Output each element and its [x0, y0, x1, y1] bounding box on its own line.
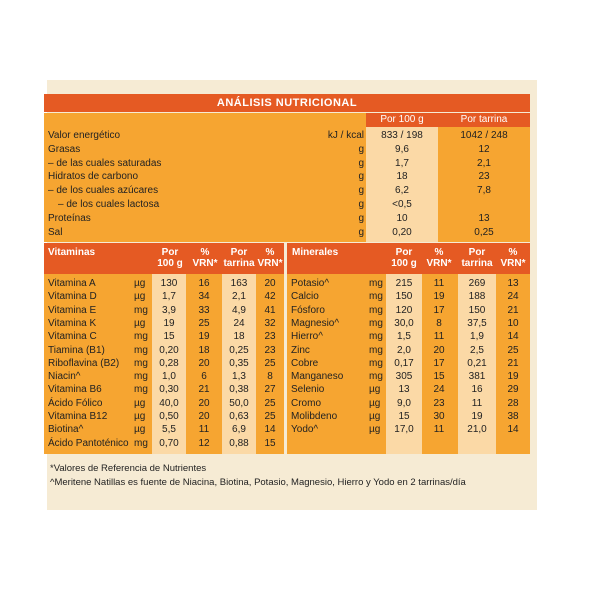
mineral-tub: 269: [468, 278, 486, 289]
vitamin-vrn2: 8: [267, 371, 273, 383]
mineral-name: Hierro^: [291, 331, 323, 343]
micronutrient-header: [44, 243, 530, 274]
mineral-vrn2: 14: [507, 424, 519, 436]
vitamin-per100: 19: [163, 317, 175, 329]
vitamin-vrn2: 25: [264, 357, 276, 369]
vitamin-per100: 0,70: [159, 437, 179, 449]
vitamin-tub: 0,35: [229, 357, 249, 369]
energy-unit: g: [358, 157, 364, 169]
mineral-unit: µg: [369, 411, 381, 422]
vitamin-unit: µg: [134, 278, 146, 289]
mineral-per100: 13: [398, 384, 410, 396]
vitamin-tub: 163: [230, 278, 248, 289]
energy-per100: 9,6: [395, 143, 409, 155]
vitamin-unit: mg: [134, 304, 148, 316]
vitamin-per100: 0,20: [159, 344, 179, 356]
vitamin-vrn2: 14: [264, 424, 276, 436]
mineral-unit: mg: [369, 291, 383, 303]
vitamin-name: Niacin^: [48, 371, 81, 383]
mineral-unit: mg: [369, 317, 383, 329]
vitamin-tub: 24: [233, 317, 245, 329]
vitamin-row: [44, 330, 284, 343]
vitamin-row: [44, 397, 284, 410]
mineral-vrn1: 19: [433, 291, 445, 303]
mineral-unit: mg: [369, 371, 383, 383]
vitamin-row: [44, 357, 284, 370]
vitamin-vrn1: 20: [198, 357, 210, 369]
vitamin-unit: mg: [134, 371, 148, 383]
mineral-unit: mg: [369, 331, 383, 343]
mineral-row: [287, 290, 530, 303]
mineral-name: Fósforo: [291, 304, 325, 316]
vitamin-vrn2: 42: [264, 291, 276, 303]
mineral-name: Molibdeno: [291, 411, 338, 422]
vitamin-name: Vitamina B6: [48, 384, 102, 396]
vitamin-name: Vitamina C: [48, 331, 97, 343]
min-header-vrn2: % VRN*: [500, 247, 526, 269]
mineral-per100: 9,0: [397, 397, 411, 409]
vitamin-row: [44, 410, 284, 423]
energy-unit: kJ / kcal: [327, 130, 364, 141]
mineral-per100: 15: [398, 411, 410, 422]
mineral-name: Magnesio^: [291, 317, 340, 329]
vitamin-tub: 6,9: [232, 424, 246, 436]
mineral-per100: 30,0: [394, 317, 414, 329]
vitamin-row: [44, 277, 284, 290]
vitamin-row: [44, 423, 284, 436]
vitamin-vrn2: 25: [264, 397, 276, 409]
vitamin-tub: 0,63: [229, 411, 249, 422]
mineral-vrn2: 25: [507, 344, 519, 356]
vitamin-vrn1: 20: [198, 397, 210, 409]
energy-per100: 18: [396, 171, 408, 183]
mineral-unit: mg: [369, 357, 383, 369]
vitamin-vrn1: 6: [201, 371, 207, 383]
vitamin-name: Riboflavina (B2): [48, 357, 120, 369]
energy-per100: 1,7: [395, 157, 409, 169]
mineral-row: [287, 357, 530, 370]
mineral-per100: 2,0: [397, 344, 411, 356]
vit-header-vrn1: % VRN*: [192, 247, 218, 269]
vitamin-tub: 4,9: [232, 304, 246, 316]
energy-per100: 10: [396, 212, 408, 224]
vitamin-vrn2: 15: [264, 437, 276, 449]
mineral-per100: 0,17: [394, 357, 414, 369]
vitamin-unit: µg: [134, 411, 146, 422]
vitamin-name: Vitamina A: [48, 278, 96, 289]
vitamin-unit: µg: [134, 291, 146, 303]
mineral-unit: µg: [369, 384, 381, 396]
mineral-tub: 2,5: [470, 344, 484, 356]
mineral-unit: mg: [369, 278, 383, 289]
mineral-name: Potasio^: [291, 278, 330, 289]
mineral-vrn2: 14: [507, 331, 519, 343]
vitamin-name: Ácido Fólico: [48, 397, 103, 409]
energy-tub: 1042 / 248: [460, 130, 508, 141]
min-header-tub: Por tarrina: [461, 247, 493, 269]
mineral-per100: 150: [395, 291, 413, 303]
vitamin-row: [44, 304, 284, 317]
mineral-per100: 1,5: [397, 331, 411, 343]
vitamin-unit: µg: [134, 317, 146, 329]
mineral-unit: mg: [369, 344, 383, 356]
vitamin-vrn1: 11: [198, 424, 210, 436]
mineral-unit: µg: [369, 424, 381, 436]
vitamin-tub: 18: [233, 331, 245, 343]
vitamin-tub: 1,3: [232, 371, 246, 383]
mineral-per100: 17,0: [394, 424, 414, 436]
mineral-tub: 21,0: [467, 424, 487, 436]
mineral-vrn1: 15: [433, 371, 445, 383]
vitamin-unit: µg: [134, 424, 146, 436]
vitamin-row: [44, 344, 284, 357]
vit-header-per100: Por 100 g: [157, 247, 183, 269]
mineral-row: [287, 410, 530, 423]
vitamin-vrn1: 21: [198, 384, 210, 396]
vitamin-unit: mg: [134, 331, 148, 343]
mineral-row: [287, 397, 530, 410]
mineral-name: Cromo: [291, 397, 322, 409]
mineral-name: Selenio: [291, 384, 325, 396]
vitamin-vrn2: 23: [264, 344, 276, 356]
min-header-vrn1: % VRN*: [426, 247, 452, 269]
energy-label: – de las cuales saturadas: [48, 157, 162, 169]
vitamin-unit: µg: [134, 397, 146, 409]
energy-tub: 23: [478, 171, 490, 183]
mineral-per100: 120: [395, 304, 413, 316]
vitamin-per100: 0,50: [159, 411, 179, 422]
energy-per100: <0,5: [392, 199, 412, 210]
mineral-row: [287, 423, 530, 436]
vitamin-vrn1: 20: [198, 411, 210, 422]
vitamin-name: Ácido Pantoténico: [48, 437, 129, 449]
vitamin-per100: 15: [163, 331, 175, 343]
mineral-name: Yodo^: [291, 424, 319, 436]
vitamin-vrn2: 27: [264, 384, 276, 396]
energy-unit: g: [358, 212, 364, 224]
vitamin-unit: mg: [134, 437, 148, 449]
energy-label: Grasas: [48, 143, 81, 155]
energy-unit: g: [358, 226, 364, 238]
mineral-name: Cobre: [291, 357, 319, 369]
vitamin-unit: mg: [134, 344, 148, 356]
footnote-source: ^Meritene Natillas es fuente de Niacina, Biotina, Potasio, Magnesio, Hierro y Yodo en 2 tarrinas/día: [50, 477, 466, 488]
min-header-per100: Por 100 g: [391, 247, 417, 269]
nutrition-table: [44, 94, 530, 454]
vitamin-name: Tiamina (B1): [48, 344, 105, 356]
energy-unit: g: [358, 199, 364, 210]
mineral-tub: 19: [471, 411, 483, 422]
mineral-per100: 305: [395, 371, 413, 383]
energy-unit: g: [358, 171, 364, 183]
mineral-per100: 215: [395, 278, 413, 289]
mineral-vrn1: 17: [433, 304, 445, 316]
energy-row: [44, 157, 530, 171]
mineral-row: [287, 370, 530, 383]
mineral-name: Manganeso: [291, 371, 344, 383]
vitamin-name: Vitamina E: [48, 304, 97, 316]
vitamin-vrn1: 34: [198, 291, 210, 303]
vitamin-per100: 0,30: [159, 384, 179, 396]
mineral-tub: 188: [468, 291, 486, 303]
energy-row: [44, 143, 530, 157]
mineral-vrn2: 38: [507, 411, 519, 422]
mineral-vrn1: 11: [433, 278, 445, 289]
mineral-unit: µg: [369, 397, 381, 409]
vitamin-per100: 1,7: [162, 291, 176, 303]
mineral-row: [287, 304, 530, 317]
energy-label: – de los cuales lactosa: [58, 199, 160, 210]
mineral-row: [287, 317, 530, 330]
energy-row: [44, 198, 530, 212]
mineral-vrn2: 13: [507, 278, 519, 289]
energy-label: – de los cuales azúcares: [48, 185, 159, 197]
vitamin-vrn2: 23: [264, 331, 276, 343]
vitamin-vrn2: 32: [264, 317, 276, 329]
energy-row: [44, 212, 530, 226]
mineral-vrn2: 21: [507, 357, 519, 369]
mineral-tub: 37,5: [467, 317, 487, 329]
mineral-tub: 150: [468, 304, 486, 316]
vitamin-per100: 3,9: [162, 304, 176, 316]
vit-header-tub: Por tarrina: [223, 247, 255, 269]
mineral-vrn2: 29: [507, 384, 519, 396]
energy-section: [44, 113, 530, 242]
vitamin-vrn2: 20: [264, 278, 276, 289]
energy-tub: 0,25: [474, 226, 494, 238]
mineral-row: [287, 344, 530, 357]
mineral-tub: 0,21: [467, 357, 487, 369]
energy-row: [44, 184, 530, 198]
vitamin-row: [44, 290, 284, 303]
mineral-vrn1: 30: [433, 411, 445, 422]
vitamin-tub: 50,0: [229, 397, 249, 409]
mineral-vrn2: 28: [507, 397, 519, 409]
vitamin-per100: 0,28: [159, 357, 179, 369]
mineral-vrn1: 20: [433, 344, 445, 356]
mineral-vrn2: 21: [507, 304, 519, 316]
mineral-vrn1: 11: [433, 331, 445, 343]
vitamin-unit: mg: [134, 384, 148, 396]
energy-label: Valor energético: [48, 130, 121, 141]
vitamin-tub: 0,88: [229, 437, 249, 449]
vitamin-per100: 1,0: [162, 371, 176, 383]
energy-tub: 7,8: [477, 185, 491, 197]
vitamin-name: Vitamina B12: [48, 411, 108, 422]
vitamin-tub: 0,25: [229, 344, 249, 356]
energy-label: Sal: [48, 226, 63, 238]
mineral-tub: 381: [468, 371, 486, 383]
vitamin-per100: 130: [160, 278, 178, 289]
vitamin-per100: 40,0: [159, 397, 179, 409]
mineral-vrn1: 11: [433, 424, 445, 436]
vitamin-name: Biotina^: [48, 424, 84, 436]
energy-label: Hidratos de carbono: [48, 171, 139, 183]
vitamin-vrn1: 12: [198, 437, 210, 449]
vitamin-vrn2: 25: [264, 411, 276, 422]
vitamins-header: Vitaminas: [48, 247, 96, 258]
mineral-vrn1: 8: [436, 317, 442, 329]
vitamin-per100: 5,5: [162, 424, 176, 436]
header-per-100g: Por 100 g: [380, 114, 424, 125]
energy-unit: g: [358, 143, 364, 155]
minerals-header: Minerales: [292, 247, 339, 258]
energy-per100: 0,20: [392, 226, 412, 238]
vitamin-name: Vitamina D: [48, 291, 97, 303]
vitamin-vrn1: 16: [198, 278, 210, 289]
vitamin-tub: 2,1: [232, 291, 246, 303]
vitamin-name: Vitamina K: [48, 317, 97, 329]
table-title: ANÁLISIS NUTRICIONAL: [44, 94, 530, 112]
energy-unit: g: [358, 185, 364, 197]
energy-tub: 13: [478, 212, 490, 224]
header-per-tub: Por tarrina: [460, 114, 508, 125]
mineral-vrn2: 19: [507, 371, 519, 383]
mineral-vrn1: 17: [433, 357, 445, 369]
mineral-vrn1: 23: [433, 397, 445, 409]
vitamin-vrn1: 19: [198, 331, 210, 343]
energy-per100: 833 / 198: [381, 130, 423, 141]
energy-tub: 2,1: [477, 157, 491, 169]
mineral-name: Zinc: [291, 344, 310, 356]
mineral-row: [287, 277, 530, 290]
vitamin-tub: 0,38: [229, 384, 249, 396]
vitamin-vrn1: 25: [198, 317, 210, 329]
vit-header-vrn2: % VRN*: [257, 247, 283, 269]
energy-per100: 6,2: [395, 185, 409, 197]
vitamin-row: [44, 317, 284, 330]
micronutrient-section: [44, 243, 530, 454]
mineral-row: [287, 330, 530, 343]
mineral-tub: 11: [471, 397, 483, 409]
vitamin-row: [44, 370, 284, 383]
vitamin-vrn2: 41: [264, 304, 276, 316]
mineral-row: [287, 383, 530, 396]
vitamin-row: [44, 383, 284, 396]
vitamin-unit: mg: [134, 357, 148, 369]
energy-row: [44, 226, 530, 240]
vitamin-vrn1: 33: [198, 304, 210, 316]
energy-label: Proteínas: [48, 212, 91, 224]
vitamin-vrn1: 18: [198, 344, 210, 356]
mineral-unit: mg: [369, 304, 383, 316]
mineral-name: Calcio: [291, 291, 319, 303]
footnote-vrn: *Valores de Referencia de Nutrientes: [50, 463, 207, 474]
vitamin-row: [44, 437, 284, 450]
energy-row: [44, 129, 530, 143]
mineral-vrn1: 24: [433, 384, 445, 396]
energy-tub: 12: [478, 143, 490, 155]
mineral-vrn2: 10: [507, 317, 519, 329]
mineral-tub: 1,9: [470, 331, 484, 343]
mineral-vrn2: 24: [507, 291, 519, 303]
energy-row: [44, 170, 530, 184]
mineral-tub: 16: [471, 384, 483, 396]
